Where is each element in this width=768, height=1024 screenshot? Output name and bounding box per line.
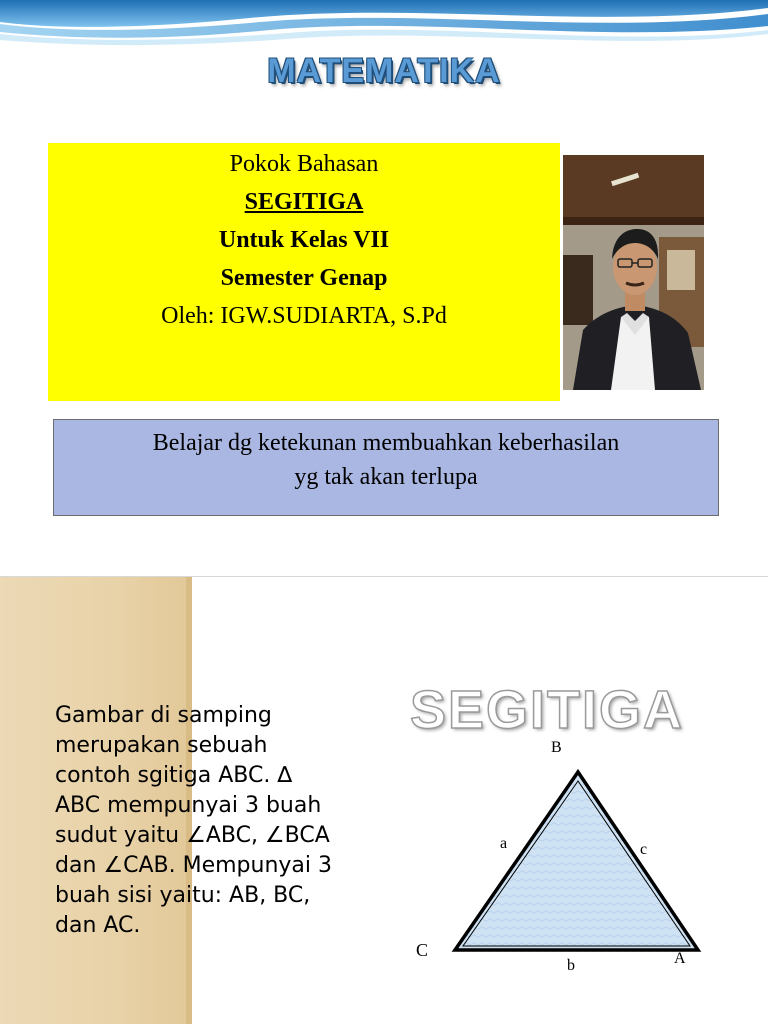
semester: Semester Genap xyxy=(220,265,388,291)
para-line: ABC mempunyai 3 buah xyxy=(55,793,322,818)
side-c-label: c xyxy=(640,841,648,858)
motto-line-1: Belajar dg ketekunan membuahkan keberhasilan xyxy=(152,430,620,456)
motto-box xyxy=(53,419,719,516)
vertex-a-label: A xyxy=(674,950,686,967)
triangle-description xyxy=(55,701,375,941)
para-line: merupakan sebuah xyxy=(55,733,268,758)
slide-title: MATEMATIKA xyxy=(267,52,501,90)
para-line: dan ∠CAB. Mempunyai 3 xyxy=(55,853,332,878)
triangle-shape xyxy=(455,772,698,950)
author-photo xyxy=(563,155,704,390)
para-line: dan AC. xyxy=(55,913,141,938)
vertex-b-label: B xyxy=(551,739,562,756)
triangle-abc-diagram xyxy=(400,732,720,972)
para-line: buah sisi yaitu: AB, BC, xyxy=(55,883,311,908)
vertex-c-label: C xyxy=(416,940,429,960)
side-a-label: a xyxy=(500,835,508,852)
motto-line-2: yg tak akan terlupa xyxy=(294,464,478,490)
slide-2-title: SEGITIGA xyxy=(410,680,685,740)
para-line: sudut yaitu ∠ABC, ∠BCA xyxy=(55,823,330,848)
para-line: contoh sgitiga ABC. ∆ xyxy=(55,763,293,788)
topic-name: SEGITIGA xyxy=(244,189,364,215)
side-b-label: b xyxy=(567,957,575,974)
subject-info-box xyxy=(48,143,560,401)
author: Oleh: IGW.SUDIARTA, S.Pd xyxy=(161,303,447,329)
topic-label: Pokok Bahasan xyxy=(229,151,379,177)
class-level: Untuk Kelas VII xyxy=(218,227,390,253)
slide-2 xyxy=(0,577,768,1024)
header-wave-decoration xyxy=(0,0,768,60)
para-line: Gambar di samping xyxy=(55,703,272,728)
